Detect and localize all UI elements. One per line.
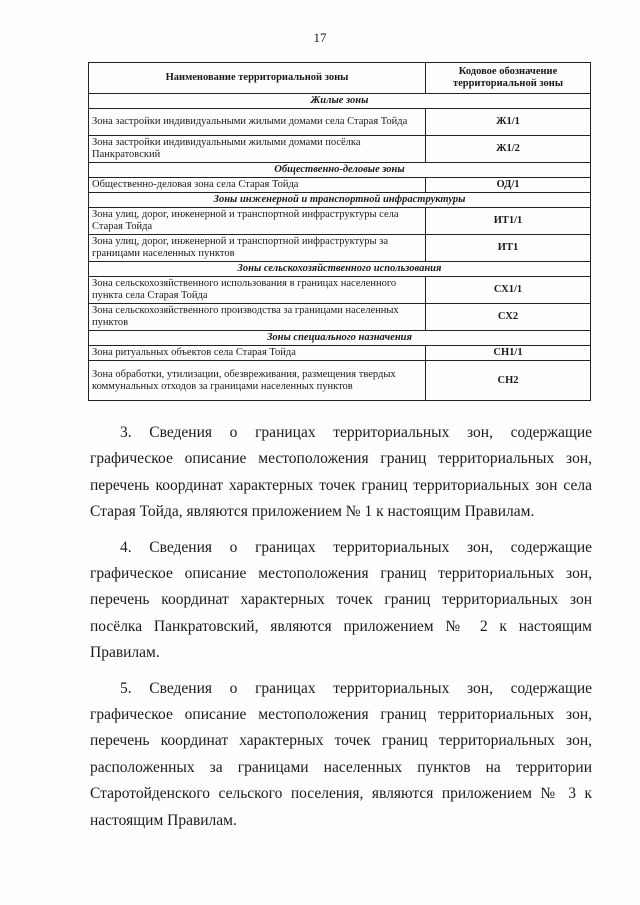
table-row [89, 178, 591, 193]
table-row [89, 136, 591, 163]
zone-name: Зона улиц, дорог, инженерной и транспортной инфраструктуры села Старая Тойда [89, 208, 426, 235]
table-row [89, 277, 591, 304]
group-row [89, 331, 591, 346]
group-title-business: Общественно-деловые зоны [89, 163, 591, 178]
zone-code: СХ1/1 [426, 277, 591, 304]
group-title-agricultural: Зоны сельскохозяйственного использования [89, 262, 591, 277]
group-row [89, 193, 591, 208]
zone-code: ИТ1 [426, 235, 591, 262]
group-row [89, 262, 591, 277]
zone-name: Зона обработки, утилизации, обезвреживания, размещения твердых коммунальных отходов за границами населенных пунктов [89, 361, 426, 401]
group-title-residential: Жилые зоны [89, 94, 591, 109]
group-title-special: Зоны специального назначения [89, 331, 591, 346]
zone-name: Зона сельскохозяйственного использования в границах населенного пункта села Старая Тойда [89, 277, 426, 304]
zone-code: СХ2 [426, 304, 591, 331]
zone-code: Ж1/1 [426, 109, 591, 136]
zone-name: Зона застройки индивидуальными жилыми домами посёлка Панкратовский [89, 136, 426, 163]
paragraph-4: 4. Сведения о границах территориальных зон, содержащие графическое описание местоположения границ территориальных зон, перечень координат характерных точек границ территориальных зон посёлка Панкратовский, являются приложением № 2 к настоящим Правилам. [90, 538, 592, 662]
territorial-zones-table [88, 62, 591, 401]
zone-code: Ж1/2 [426, 136, 591, 163]
table-row [89, 304, 591, 331]
zone-name: Зона застройки индивидуальными жилыми домами села Старая Тойда [89, 109, 426, 136]
group-row [89, 94, 591, 109]
zone-name: Зона сельскохозяйственного производства за границами населенных пунктов [89, 304, 426, 331]
zone-name: Зона ритуальных объектов села Старая Тойда [89, 346, 426, 361]
page-number: 17 [313, 30, 327, 45]
header-zone-name: Наименование территориальной зоны [89, 63, 426, 94]
table-row [89, 361, 591, 401]
table-row [89, 346, 591, 361]
zone-name: Общественно-деловая зона села Старая Тойда [89, 178, 426, 193]
table-header-row [89, 63, 591, 94]
paragraph-3: 3. Сведения о границах территориальных зон, содержащие графическое описание местоположения границ территориальных зон, перечень координат характерных точек границ территориальных зон села Старая Тойда, являются приложением № 1 к настоящим Правилам. [90, 424, 592, 521]
zone-code: ИТ1/1 [426, 208, 591, 235]
header-zone-code: Кодовое обозначение территориальной зоны [426, 63, 591, 94]
table-row [89, 208, 591, 235]
zone-code: СН2 [426, 361, 591, 401]
table-row [89, 235, 591, 262]
paragraph-5: 5. Сведения о границах территориальных зон, содержащие графическое описание местоположения границ территориальных зон, перечень координат характерных точек границ территориальных зон, расположенных за границами населенных пунктов на территории Старотойденского сельского поселения, являются приложением № 3 к настоящим Правилам. [90, 679, 592, 829]
group-title-infrastructure: Зоны инженерной и транспортной инфраструктуры [89, 193, 591, 208]
zone-code: ОД/1 [426, 178, 591, 193]
group-row [89, 163, 591, 178]
zone-code: СН1/1 [426, 346, 591, 361]
table-row [89, 109, 591, 136]
zone-name: Зона улиц, дорог, инженерной и транспортной инфраструктуры за границами населенных пунктов [89, 235, 426, 262]
body-text [90, 420, 592, 843]
